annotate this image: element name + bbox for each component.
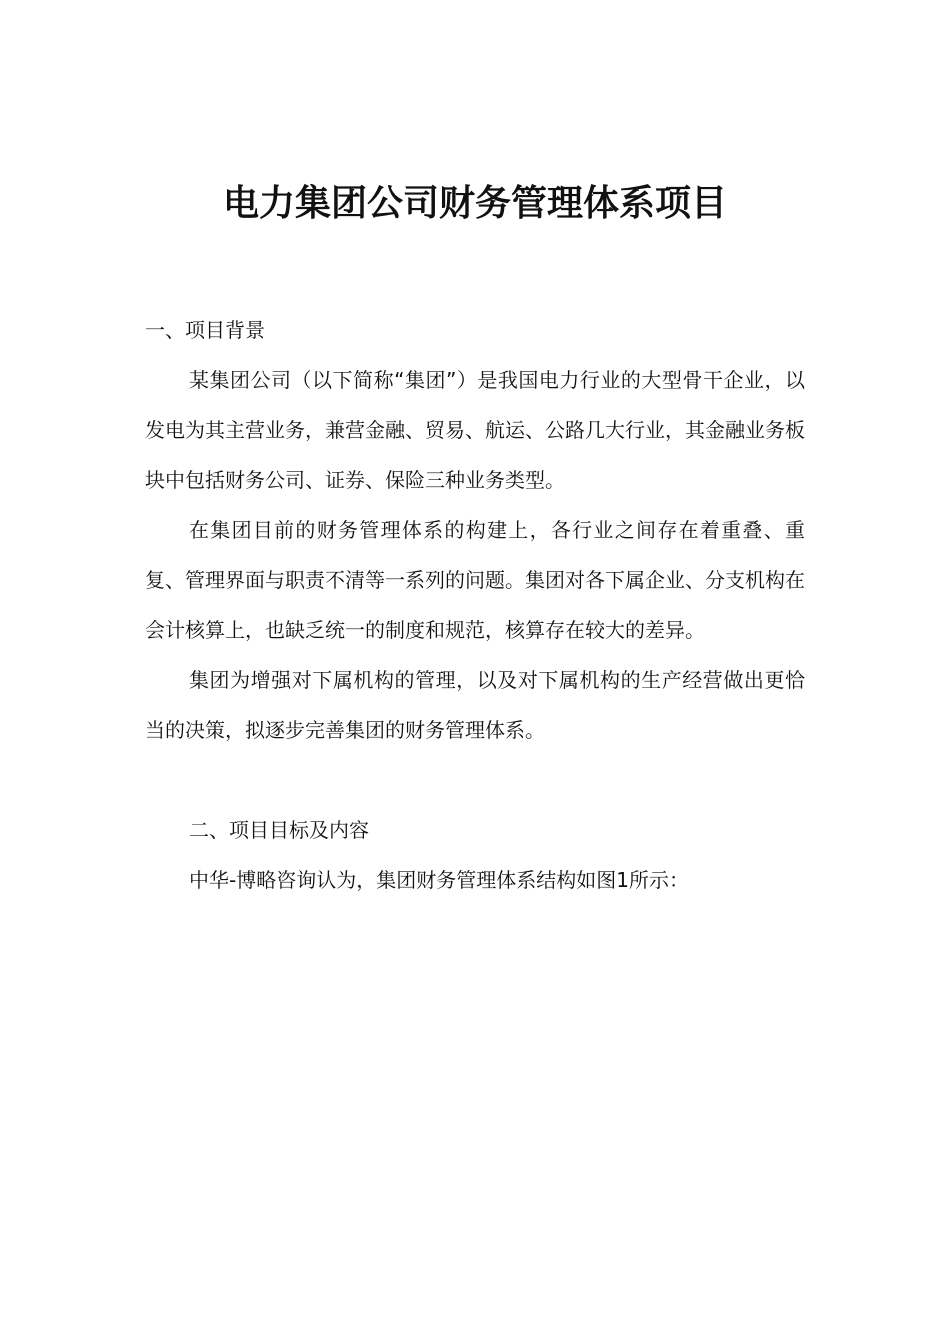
document-body — [145, 305, 805, 905]
paragraph-company-intro: 某集团公司（以下简称“集团”）是我国电力行业的大型骨干企业，以发电为其主营业务，兼营金融、贸易、航运、公路几大行业，其金融业务板块中包括财务公司、证券、保险三种业务类型。 — [145, 368, 805, 492]
document-title: 电力集团公司财务管理体系项目 — [222, 183, 727, 224]
paragraph-structure-intro: 中华-博略咨询认为，集团财务管理体系结构如图1所示： — [189, 868, 689, 892]
section-heading-background: 一、项目背景 — [145, 318, 265, 342]
section-spacer — [145, 755, 805, 805]
paragraph-current-problems: 在集团目前的财务管理体系的构建上，各行业之间存在着重叠、重复、管理界面与职责不清等一系列的问题。集团对各下属企业、分支机构在会计核算上，也缺乏统一的制度和规范，核算存在较大的差异。 — [145, 518, 805, 642]
section-heading-goals: 二、项目目标及内容 — [189, 818, 369, 842]
paragraph-improvement-plan: 集团为增强对下属机构的管理，以及对下属机构的生产经营做出更恰当的决策，拟逐步完善集团的财务管理体系。 — [145, 668, 805, 742]
